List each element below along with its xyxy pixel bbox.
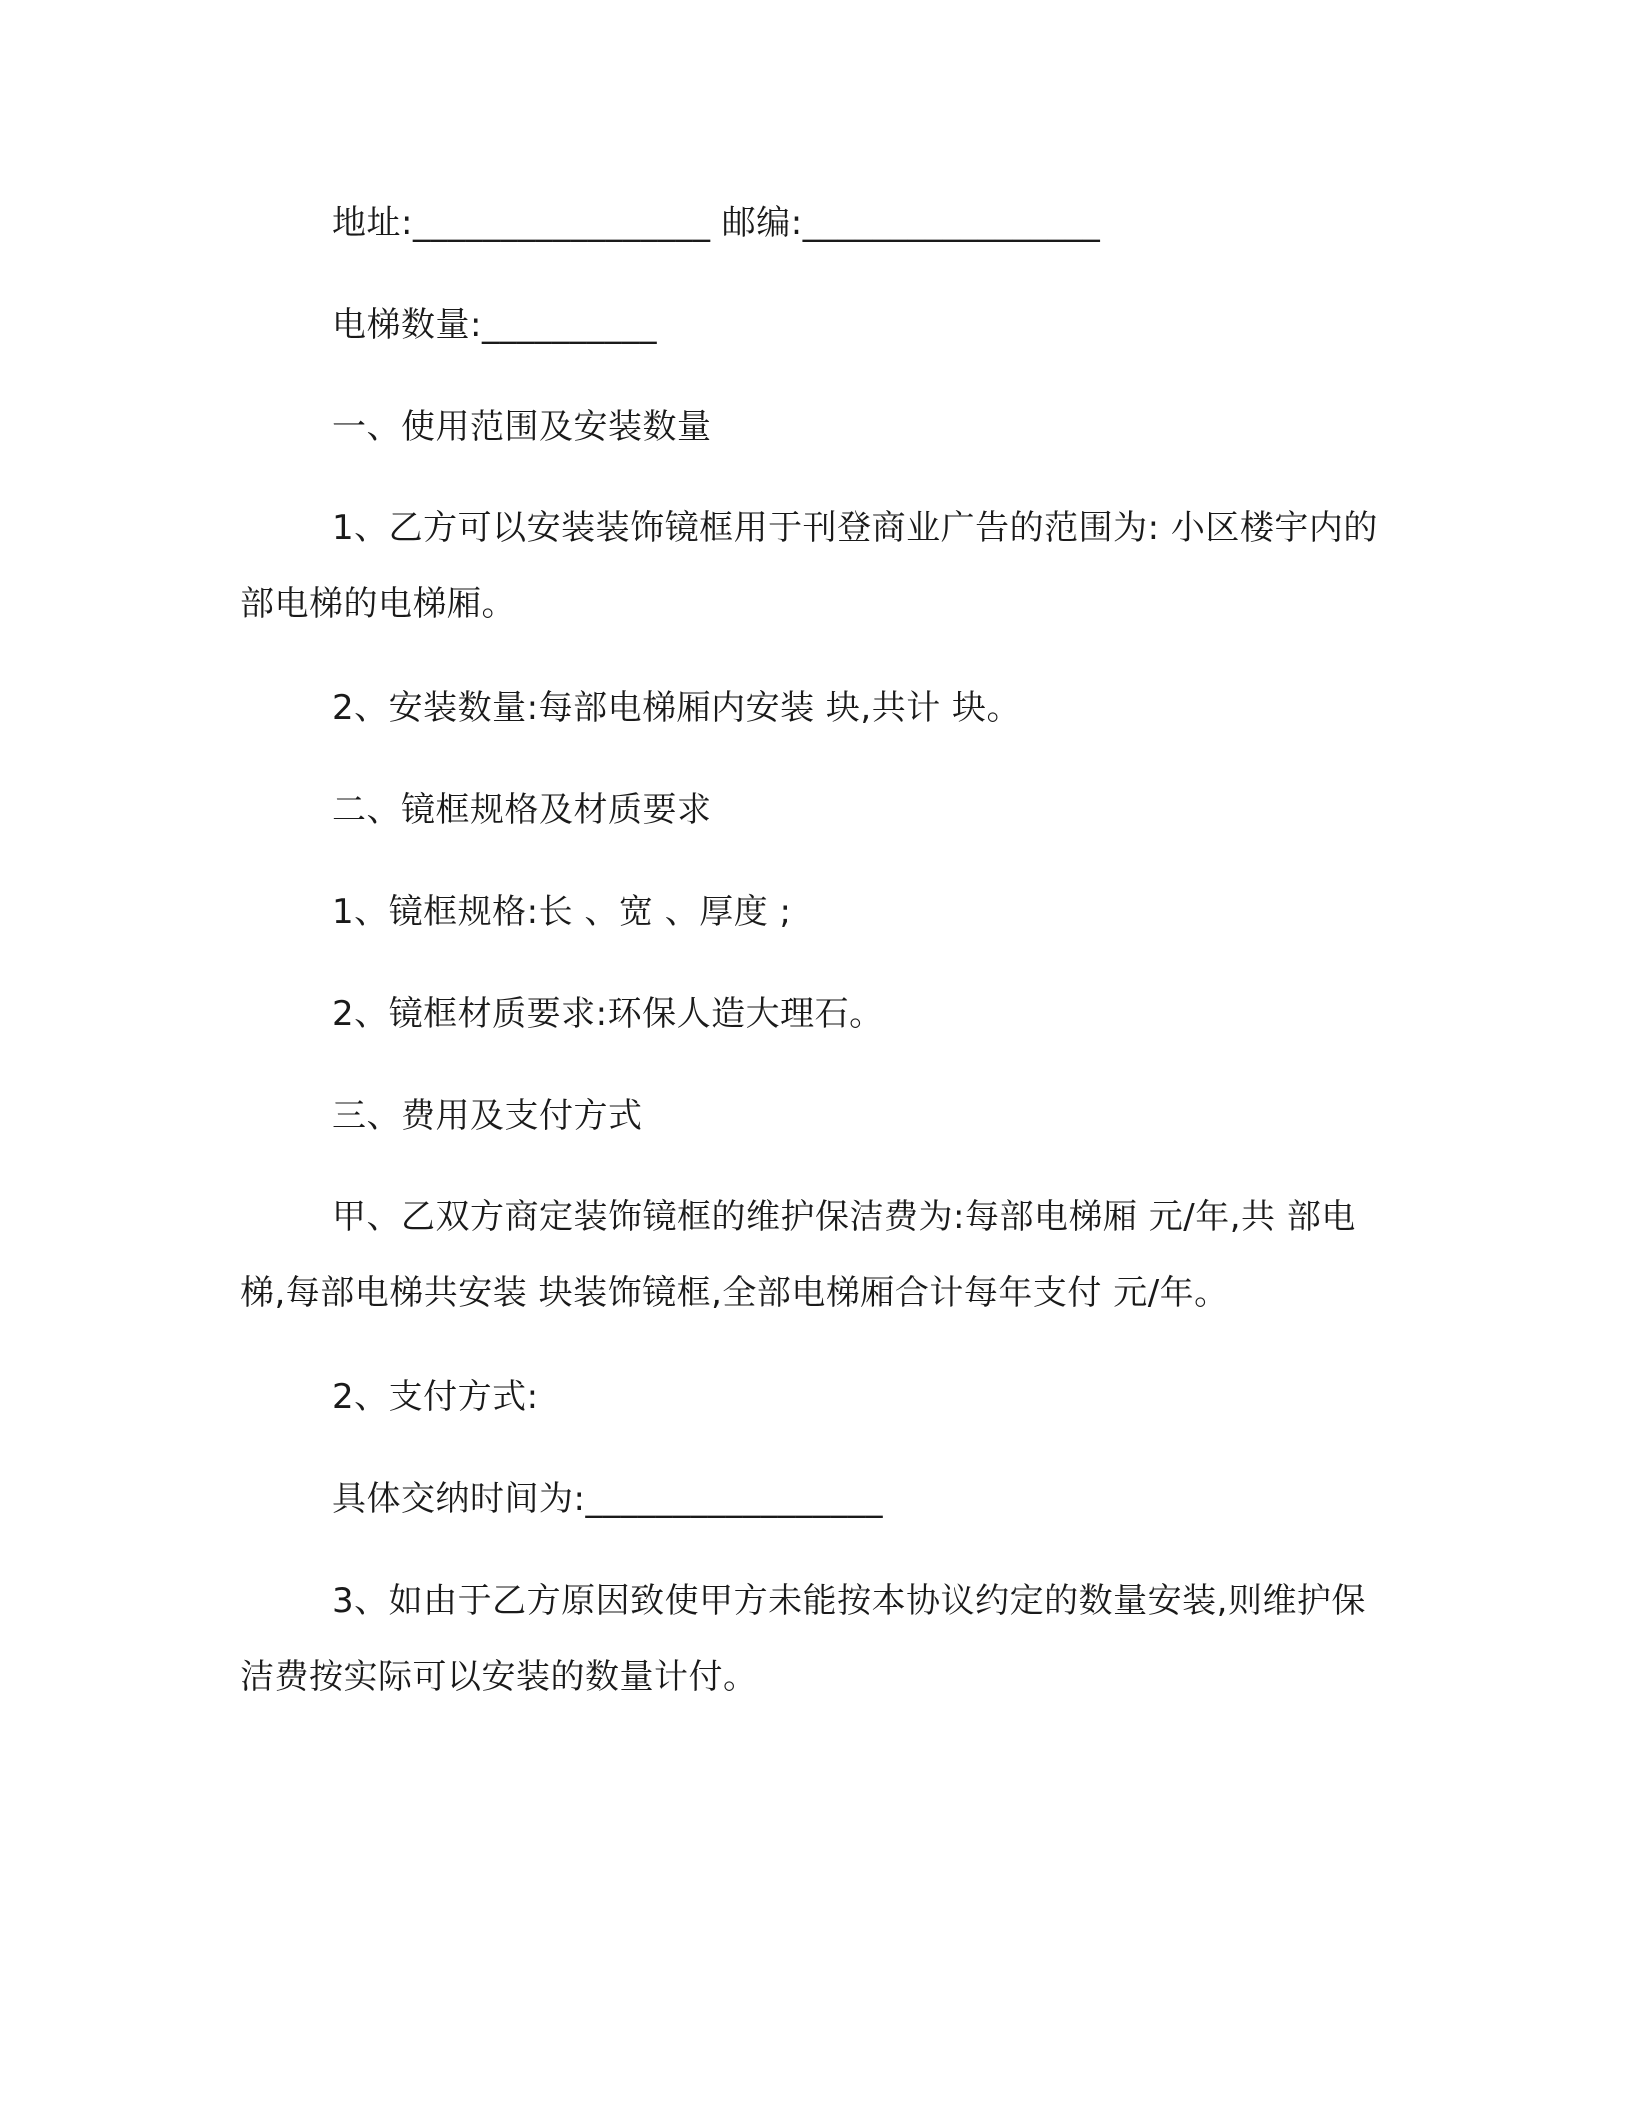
section-1-heading: 一、使用范围及安装数量 bbox=[332, 407, 712, 447]
section-1-item-2: 2、安装数量:每部电梯厢内安装 块,共计 块。 bbox=[332, 688, 1022, 728]
address-postcode-line: 地址:_________________ 邮编:_________________ bbox=[332, 203, 1101, 243]
section-2-item-2: 2、镜框材质要求:环保人造大理石。 bbox=[332, 994, 884, 1034]
section-1-item-1: 1、乙方可以安装装饰镜框用于刊登商业广告的范围为: 小区楼宇内的 部电梯的电梯厢。 bbox=[240, 508, 1378, 624]
section-3-fee-paragraph: 甲、乙双方商定装饰镜框的维护保洁费为:每部电梯厢 元/年,共 部电梯,每部电梯共安装 块装饰镜框,全部电梯厢合计每年支付 元/年。 bbox=[240, 1197, 1356, 1313]
section-3-heading: 三、费用及支付方式 bbox=[332, 1096, 643, 1136]
payment-time-line: 具体交纳时间为:_________________ bbox=[332, 1479, 883, 1519]
section-2-item-1: 1、镜框规格:长 、宽 、厚度 ; bbox=[332, 892, 792, 932]
elevator-count-line: 电梯数量:__________ bbox=[332, 305, 657, 345]
section-3-item-2: 2、支付方式: bbox=[332, 1377, 539, 1417]
section-3-item-3: 3、如由于乙方原因致使甲方未能按本协议约定的数量安装,则维护保洁费按实际可以安装的数量计付。 bbox=[240, 1581, 1366, 1697]
section-2-heading: 二、镜框规格及材质要求 bbox=[332, 790, 712, 830]
